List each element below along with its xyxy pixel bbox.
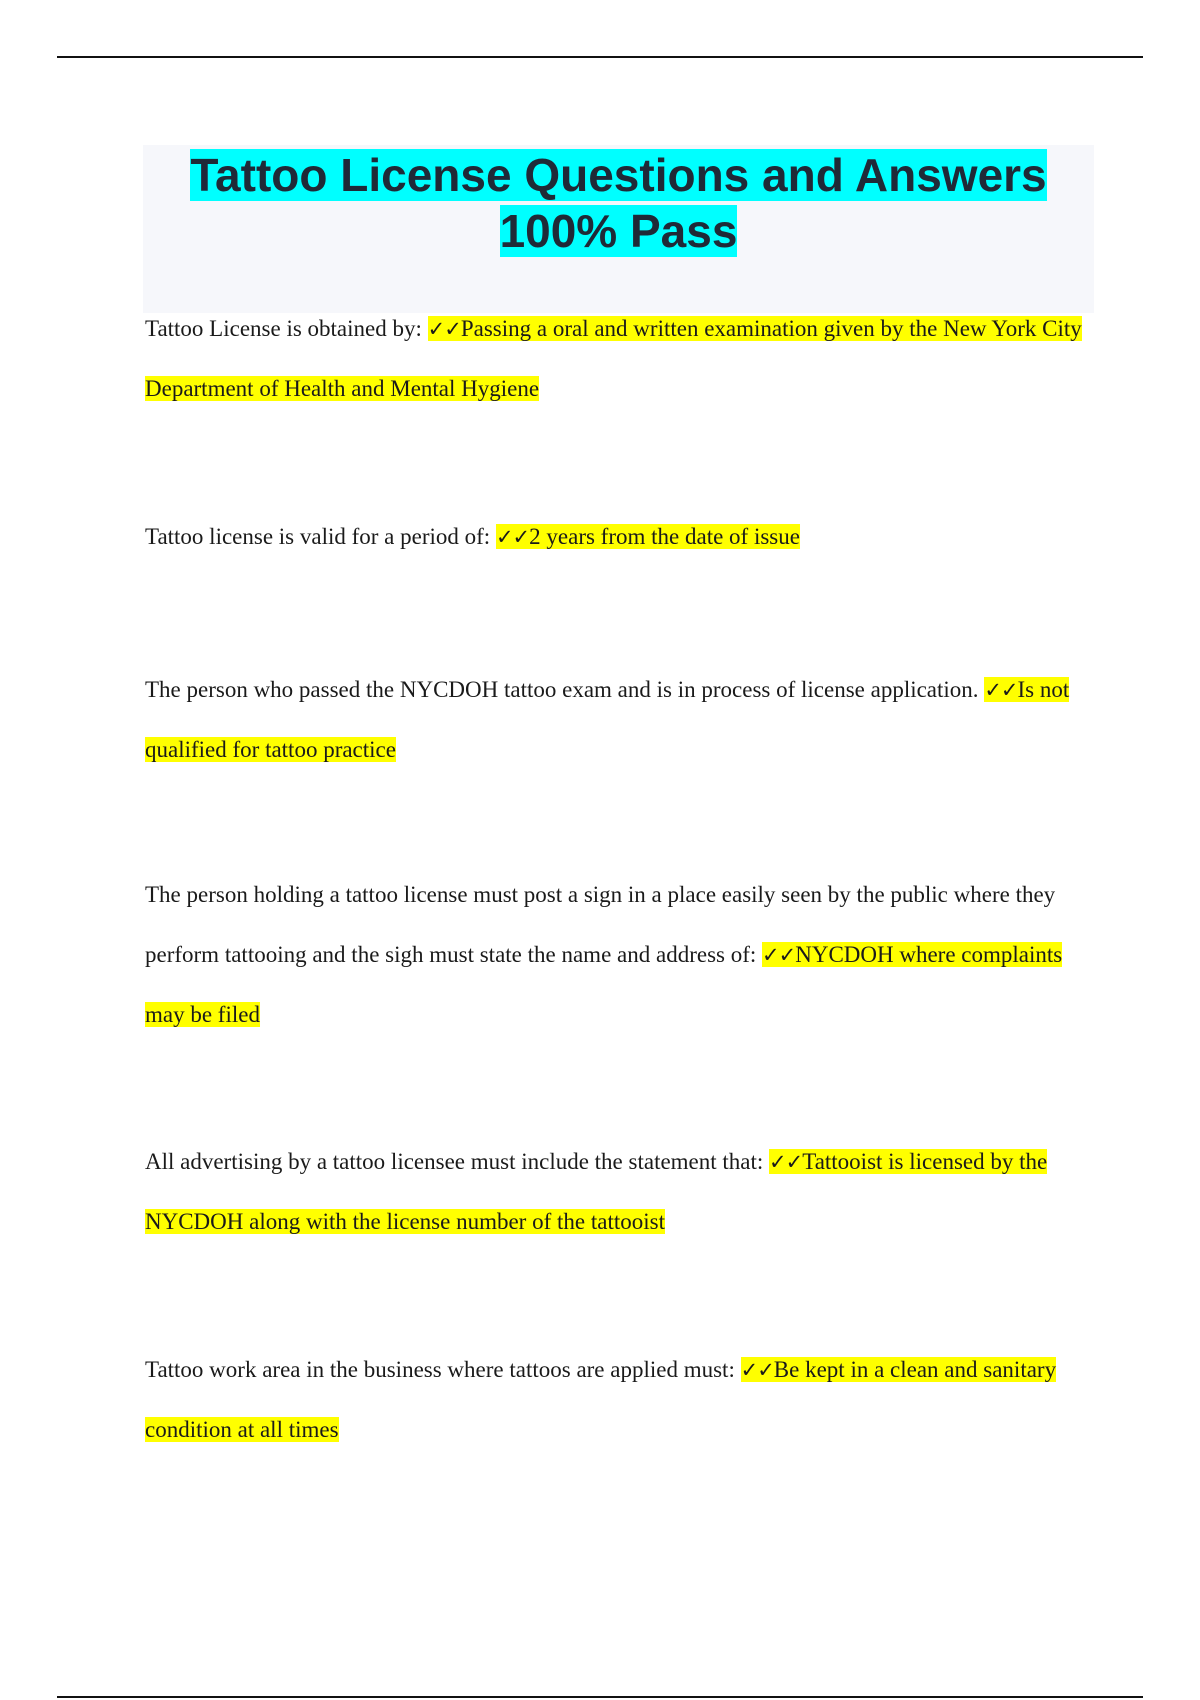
answer-text: Is not qualified for tattoo practice (145, 677, 1070, 762)
answer-text: NYCDOH where complaints may be filed (145, 942, 1063, 1027)
qa-item-4 (145, 865, 1095, 1045)
qa-item-2 (145, 507, 1095, 567)
question-text: Tattoo work area in the business where tattoos are applied must: (145, 1357, 741, 1382)
double-check-icon: ✓✓ (762, 943, 796, 967)
double-check-icon: ✓✓ (769, 1150, 803, 1174)
question-text: Tattoo License is obtained by: (145, 316, 428, 341)
answer-text: Be kept in a clean and sanitary condition at all times (145, 1357, 1057, 1442)
qa-item-6 (145, 1340, 1095, 1460)
qa-item-5 (145, 1132, 1095, 1252)
answer-text: Passing a oral and written examination given by the New York City Department of Health and Mental Hygiene (145, 316, 1082, 401)
question-text: Tattoo license is valid for a period of: (145, 524, 496, 549)
answer-text: Tattooist is licensed by the NYCDOH along with the license number of the tattooist (145, 1149, 1048, 1234)
qa-item-1 (145, 299, 1095, 419)
qa-item-3 (145, 660, 1095, 780)
question-text: The person who passed the NYCDOH tattoo exam and is in process of license application. (145, 677, 985, 702)
top-rule (57, 56, 1143, 58)
double-check-icon: ✓✓ (495, 525, 530, 549)
bottom-rule (57, 1696, 1143, 1698)
double-check-icon: ✓✓ (740, 1358, 774, 1382)
answer-highlight (496, 524, 800, 549)
title-highlight: Tattoo License Questions and Answers 100% Pass (190, 149, 1047, 257)
title-block (143, 145, 1094, 313)
double-check-icon: ✓✓ (984, 678, 1018, 702)
answer-text: 2 years from the date of issue (529, 524, 800, 549)
page-title (143, 145, 1094, 259)
question-text: The person holding a tattoo license must post a sign in a place easily seen by the public where they perform tattooing and the sigh must state the name and address of: (145, 882, 1056, 967)
question-text: All advertising by a tattoo licensee must include the statement that: (145, 1149, 770, 1174)
double-check-icon: ✓✓ (427, 317, 461, 341)
